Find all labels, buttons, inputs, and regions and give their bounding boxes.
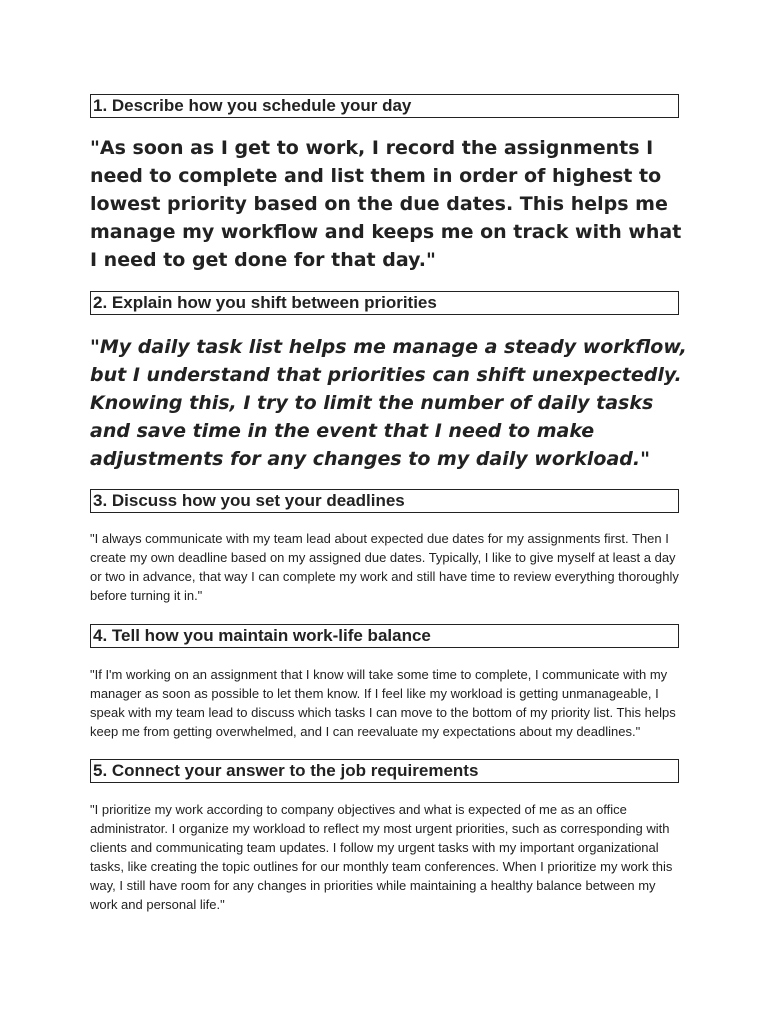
question-4-heading: 4. Tell how you maintain work-life balance	[90, 624, 679, 648]
answer-1-text: "As soon as I get to work, I record the assignments I need to complete and list them in order of highest to lowest priority based on the due dates. This helps me manage my workflow and keeps me on track with what I need to get done for that day."	[90, 137, 682, 271]
answer-2-text: "My daily task list helps me manage a steady workflow, but I understand that priorities can shift unexpectedly. Knowing this, I try to limit the number of daily tasks and save time in the event that I need to make adjustments for any changes to my daily workload."	[90, 336, 687, 470]
answer-4-text: "If I'm working on an assignment that I know will take some time to complete, I communicate with my manager as soon as possible to let them know. If I feel like my workload is getting unmanageable, I speak with my team lead to discuss which tasks I can move to the bottom of my priority list. This helps keep me from getting overwhelmed, and I can reevaluate my expectations about my deadlines."	[90, 667, 676, 739]
question-5-heading: 5. Connect your answer to the job requirements	[90, 759, 679, 783]
question-5-heading-box	[90, 759, 678, 783]
question-2-heading-box	[90, 291, 678, 315]
question-1-heading: 1. Describe how you schedule your day	[90, 94, 679, 118]
question-2-heading: 2. Explain how you shift between priorities	[90, 291, 679, 315]
answer-1-block	[90, 134, 682, 274]
answer-5-text: "I prioritize my work according to company objectives and what is expected of me as an office administrator. I organize my workload to reflect my most urgent priorities, such as corresponding with clients and communicating team updates. I follow my urgent tasks with my important organizational tasks, like creating the topic outlines for our monthly team conferences. When I prioritize my work this way, I still have room for any changes in priorities while maintaining a healthy balance between my work and personal life."	[90, 802, 673, 912]
question-3-heading-box	[90, 489, 678, 513]
answer-5-block	[90, 800, 678, 914]
answer-3-block	[90, 529, 678, 605]
question-3-heading: 3. Discuss how you set your deadlines	[90, 489, 679, 513]
answer-3-text: "I always communicate with my team lead about expected due dates for my assignments first. Then I create my own deadline based on my assigned due dates. Typically, I like to give myself at least a day or two in advance, that way I can complete my work and still have time to review everything thoroughly before turning it in."	[90, 531, 679, 603]
question-4-heading-box	[90, 624, 678, 648]
answer-4-block	[90, 665, 678, 741]
question-1-heading-box	[90, 94, 678, 118]
answer-2-block	[90, 333, 687, 473]
